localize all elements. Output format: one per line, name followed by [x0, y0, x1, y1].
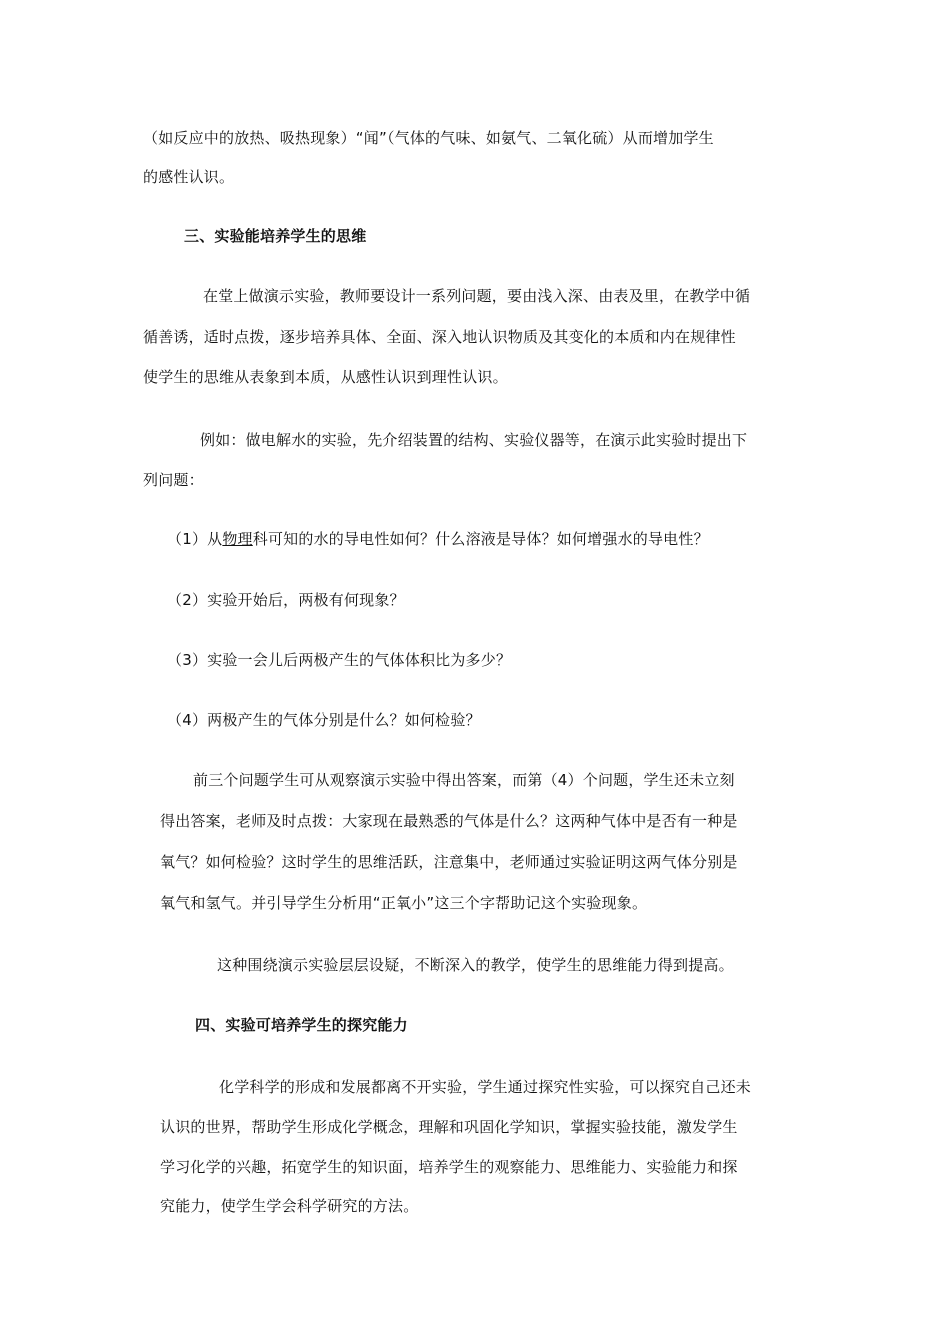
section-4-para-1-line-2: 认识的世界，帮助学生形成化学概念，理解和巩固化学知识，掌握实验技能，激发学生 [160, 1118, 738, 1136]
section-3-para-3-line-3: 氧气？如何检验？这时学生的思维活跃，注意集中，老师通过实验证明这两气体分别是 [160, 853, 738, 871]
section-3-para-4: 这种围绕演示实验层层设疑，不断深入的教学，使学生的思维能力得到提高。 [217, 956, 734, 974]
question-1-underlined-term: 物理 [222, 530, 253, 548]
section-3-para-1-line-3: 使学生的思维从表象到本质，从感性认识到理性认识。 [143, 368, 508, 386]
section-4-para-1-line-1: 化学科学的形成和发展都离不开实验，学生通过探究性实验，可以探究自己还未 [219, 1078, 752, 1096]
intro-line-2: 的感性认识。 [143, 168, 235, 186]
section-3-para-3-line-4: 氧气和氢气。并引导学生分析用“正氧小”这三个字帮助记这个实验现象。 [160, 894, 648, 912]
section-4-heading: 四、实验可培养学生的探究能力 [195, 1016, 408, 1034]
section-3-heading: 三、实验能培养学生的思维 [184, 227, 367, 245]
section-4-para-1-line-4: 究能力，使学生学会科学研究的方法。 [160, 1197, 419, 1215]
section-3-para-3-line-2: 得出答案，老师及时点拨：大家现在最熟悉的气体是什么？这两种气体中是否有一种是 [160, 812, 738, 830]
section-3-para-1-line-1: 在堂上做演示实验，教师要设计一系列问题，要由浅入深、由表及里，在教学中循 [203, 287, 751, 305]
section-3-para-1-line-2: 循善诱，适时点拨，逐步培养具体、全面、深入地认识物质及其变化的本质和内在规律性 [143, 328, 736, 346]
question-3: （3）实验一会儿后两极产生的气体体积比为多少？ [167, 651, 512, 669]
question-1-prefix: （1）从 [167, 530, 223, 548]
question-2: （2）实验开始后，两极有何现象？ [167, 591, 405, 609]
question-1 [167, 529, 709, 549]
section-3-para-2-line-1: 例如：做电解水的实验，先介绍装置的结构、实验仪器等，在演示此实验时提出下 [200, 431, 748, 449]
section-4-para-1-line-3: 学习化学的兴趣，拓宽学生的知识面，培养学生的观察能力、思维能力、实验能力和探 [160, 1158, 738, 1176]
question-1-suffix: 科可知的水的导电性如何？什么溶液是导体？如何增强水的导电性？ [252, 530, 709, 548]
section-3-para-2-line-2: 列问题： [143, 471, 204, 489]
section-3-para-3-line-1: 前三个问题学生可从观察演示实验中得出答案，而第（4）个问题，学生还未立刻 [193, 771, 735, 789]
question-4: （4）两极产生的气体分别是什么？如何检验？ [167, 711, 481, 729]
intro-line-1: （如反应中的放热、吸热现象）“闻”（气体的气味、如氨气、二氧化硫）从而增加学生 [143, 129, 714, 147]
